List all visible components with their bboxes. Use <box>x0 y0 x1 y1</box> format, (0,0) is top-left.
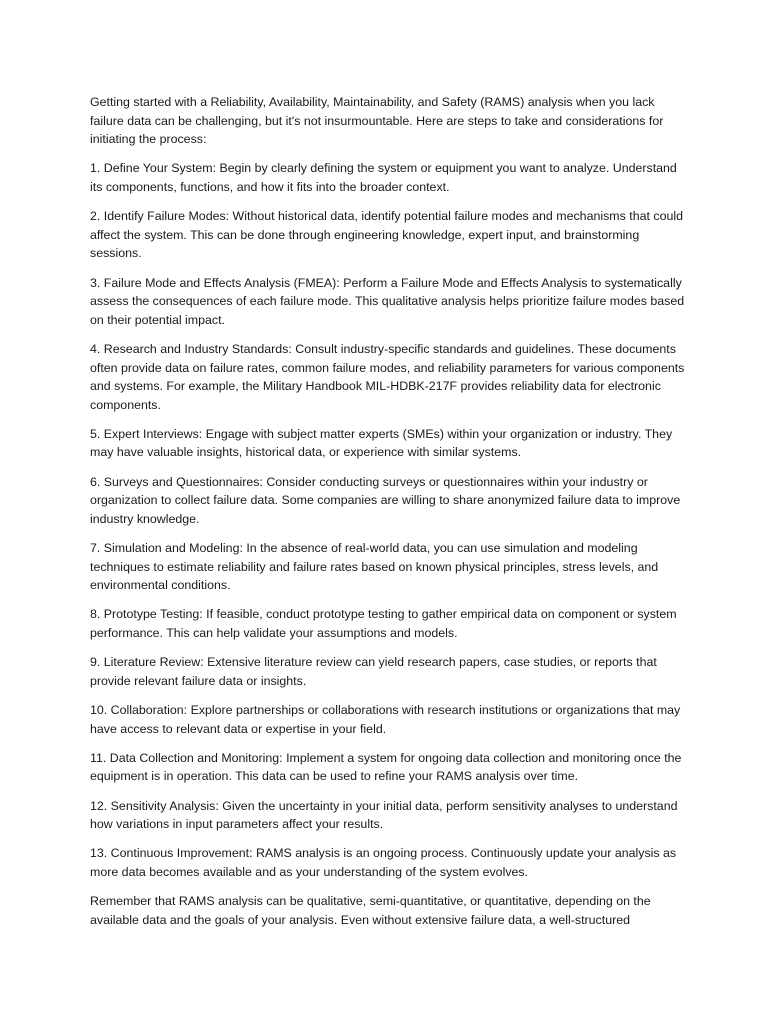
step-12: 12. Sensitivity Analysis: Given the uncertainty in your initial data, perform sensitivity analyses to understand how variations in input parameters affect your results. <box>90 798 678 832</box>
document-body <box>90 93 690 940</box>
step-13: 13. Continuous Improvement: RAMS analysis is an ongoing process. Continuously update your analysis as more data becomes available and as your understanding of the system evolves. <box>90 846 677 879</box>
step-7: 7. Simulation and Modeling: In the absence of real-world data, you can use simulation and modeling techniques to estimate reliability and failure rates based on known physical principles, stress levels, and environmental conditions. <box>90 541 659 593</box>
step-5: 5. Expert Interviews: Engage with subject matter experts (SMEs) within your organization or industry. They may have valuable insights, historical data, or experience with similar systems. <box>90 426 673 460</box>
intro-paragraph: Getting started with a Reliability, Availability, Maintainability, and Safety (RAMS) analysis when you lack failure data can be challenging, but it's not insurmountable. Here are steps to take and considerations for initiating the process: <box>90 95 664 147</box>
step-6: 6. Surveys and Questionnaires: Consider conducting surveys or questionnaires within your industry or organization to collect failure data. Some companies are willing to share anonymized failure data to improve industry knowledge. <box>90 474 681 526</box>
step-2: 2. Identify Failure Modes: Without historical data, identify potential failure modes and mechanisms that could affect the system. This can be done through engineering knowledge, expert input, and brainstorming sessions. <box>90 209 683 261</box>
closing-paragraph: Remember that RAMS analysis can be qualitative, semi-quantitative, or quantitative, depending on the available data and the goals of your analysis. Even without extensive failure data, a well-structured <box>90 894 651 927</box>
step-4: 4. Research and Industry Standards: Consult industry-specific standards and guidelines. These documents often provide data on failure rates, common failure modes, and reliability parameters for various components and systems. For example, the Military Handbook MIL-HDBK-217F provides reliability data for electronic components. <box>90 341 685 412</box>
step-3: 3. Failure Mode and Effects Analysis (FMEA): Perform a Failure Mode and Effects Analysis to systematically assess the consequences of each failure mode. This qualitative analysis helps prioritize failure modes based on their potential impact. <box>90 275 685 327</box>
step-1: 1. Define Your System: Begin by clearly defining the system or equipment you want to analyze. Understand its components, functions, and how it fits into the broader context. <box>90 161 677 194</box>
step-9: 9. Literature Review: Extensive literature review can yield research papers, case studies, or reports that provide relevant failure data or insights. <box>90 655 657 688</box>
step-11: 11. Data Collection and Monitoring: Implement a system for ongoing data collection and monitoring once the equipment is in operation. This data can be used to refine your RAMS analysis over time. <box>90 750 682 784</box>
step-10: 10. Collaboration: Explore partnerships or collaborations with research institutions or organizations that may have access to relevant data or expertise in your field. <box>90 702 681 736</box>
step-8: 8. Prototype Testing: If feasible, conduct prototype testing to gather empirical data on component or system performance. This can help validate your assumptions and models. <box>90 607 677 640</box>
